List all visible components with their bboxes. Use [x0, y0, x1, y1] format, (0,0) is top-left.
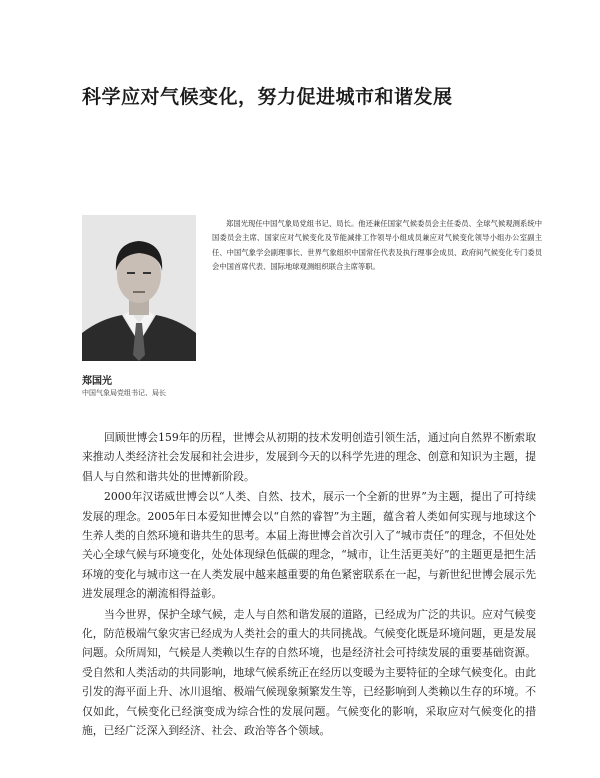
- author-bio: 郑国光现任中国气象局党组书记、局长。他还兼任国家气候委员会主任委员、全球气候观测系统中国委员会主席、国家应对气候变化及节能减排工作领导小组成员兼应对气候变化领导小组办公室副主任、中国气象学会副理事长、世界气象组织中国常任代表及执行理事会成员、政府间气候变化专门委员会中国首席代表、国际地球观测组织联合主席等职。: [212, 219, 542, 271]
- article-body: [82, 428, 536, 742]
- body-paragraph: 2000年汉诺威世博会以“人类、自然、技术，展示一个全新的世界”为主题，提出了可持续发展的理念。2005年日本爱知世博会以“自然的睿智”为主题，蕴含着人类如何实现与地球这个生养人类的自然环境和谐共生的思考。本届上海世博会首次引入了“城市责任”的理念，不但处处关心全球气候与环境变化，处处体现绿色低碳的理念，“城市，让生活更美好”的主题更是把生活环境的变化与城市这一在人类发展中越来越重要的角色紧密联系在一起，与新世纪世博会展示先进发展理念的潮流相得益彰。: [82, 490, 536, 601]
- author-portrait: [82, 215, 196, 361]
- article-title: 科学应对气候变化，努力促进城市和谐发展: [82, 86, 453, 108]
- author-position: 中国气象局党组书记、局长: [82, 389, 166, 397]
- body-paragraph: 回顾世博会159年的历程，世博会从初期的技术发明创造引领生活，通过向自然界不断索取来推动人类经济社会发展和社会进步，发展到今天的以科学先进的理念、创意和知识为主题，提倡人与自然和谐共处的世博新阶段。: [82, 431, 536, 483]
- author-name: 郑国光: [82, 376, 112, 387]
- body-paragraph: 当今世界，保护全球气候，走人与自然和谐发展的道路，已经成为广泛的共识。应对气候变化，防范极端气象灾害已经成为人类社会的重大的共同挑战。气候变化既是环境问题，更是发展问题。众所周知，气候是人类赖以生存的自然环境，也是经济社会可持续发展的重要基础资源。受自然和人类活动的共同影响，地球气候系统正在经历以变暖为主要特征的全球气候变化。由此引发的海平面上升、冰川退缩、极端气候现象频繁发生等，已经影响到人类赖以生存的环境。不仅如此，气候变化已经演变成为综合性的发展问题。气候变化的影响，采取应对气候变化的措施，已经广泛深入到经济、社会、政治等各个领域。: [82, 607, 536, 738]
- portrait-image: [82, 215, 196, 361]
